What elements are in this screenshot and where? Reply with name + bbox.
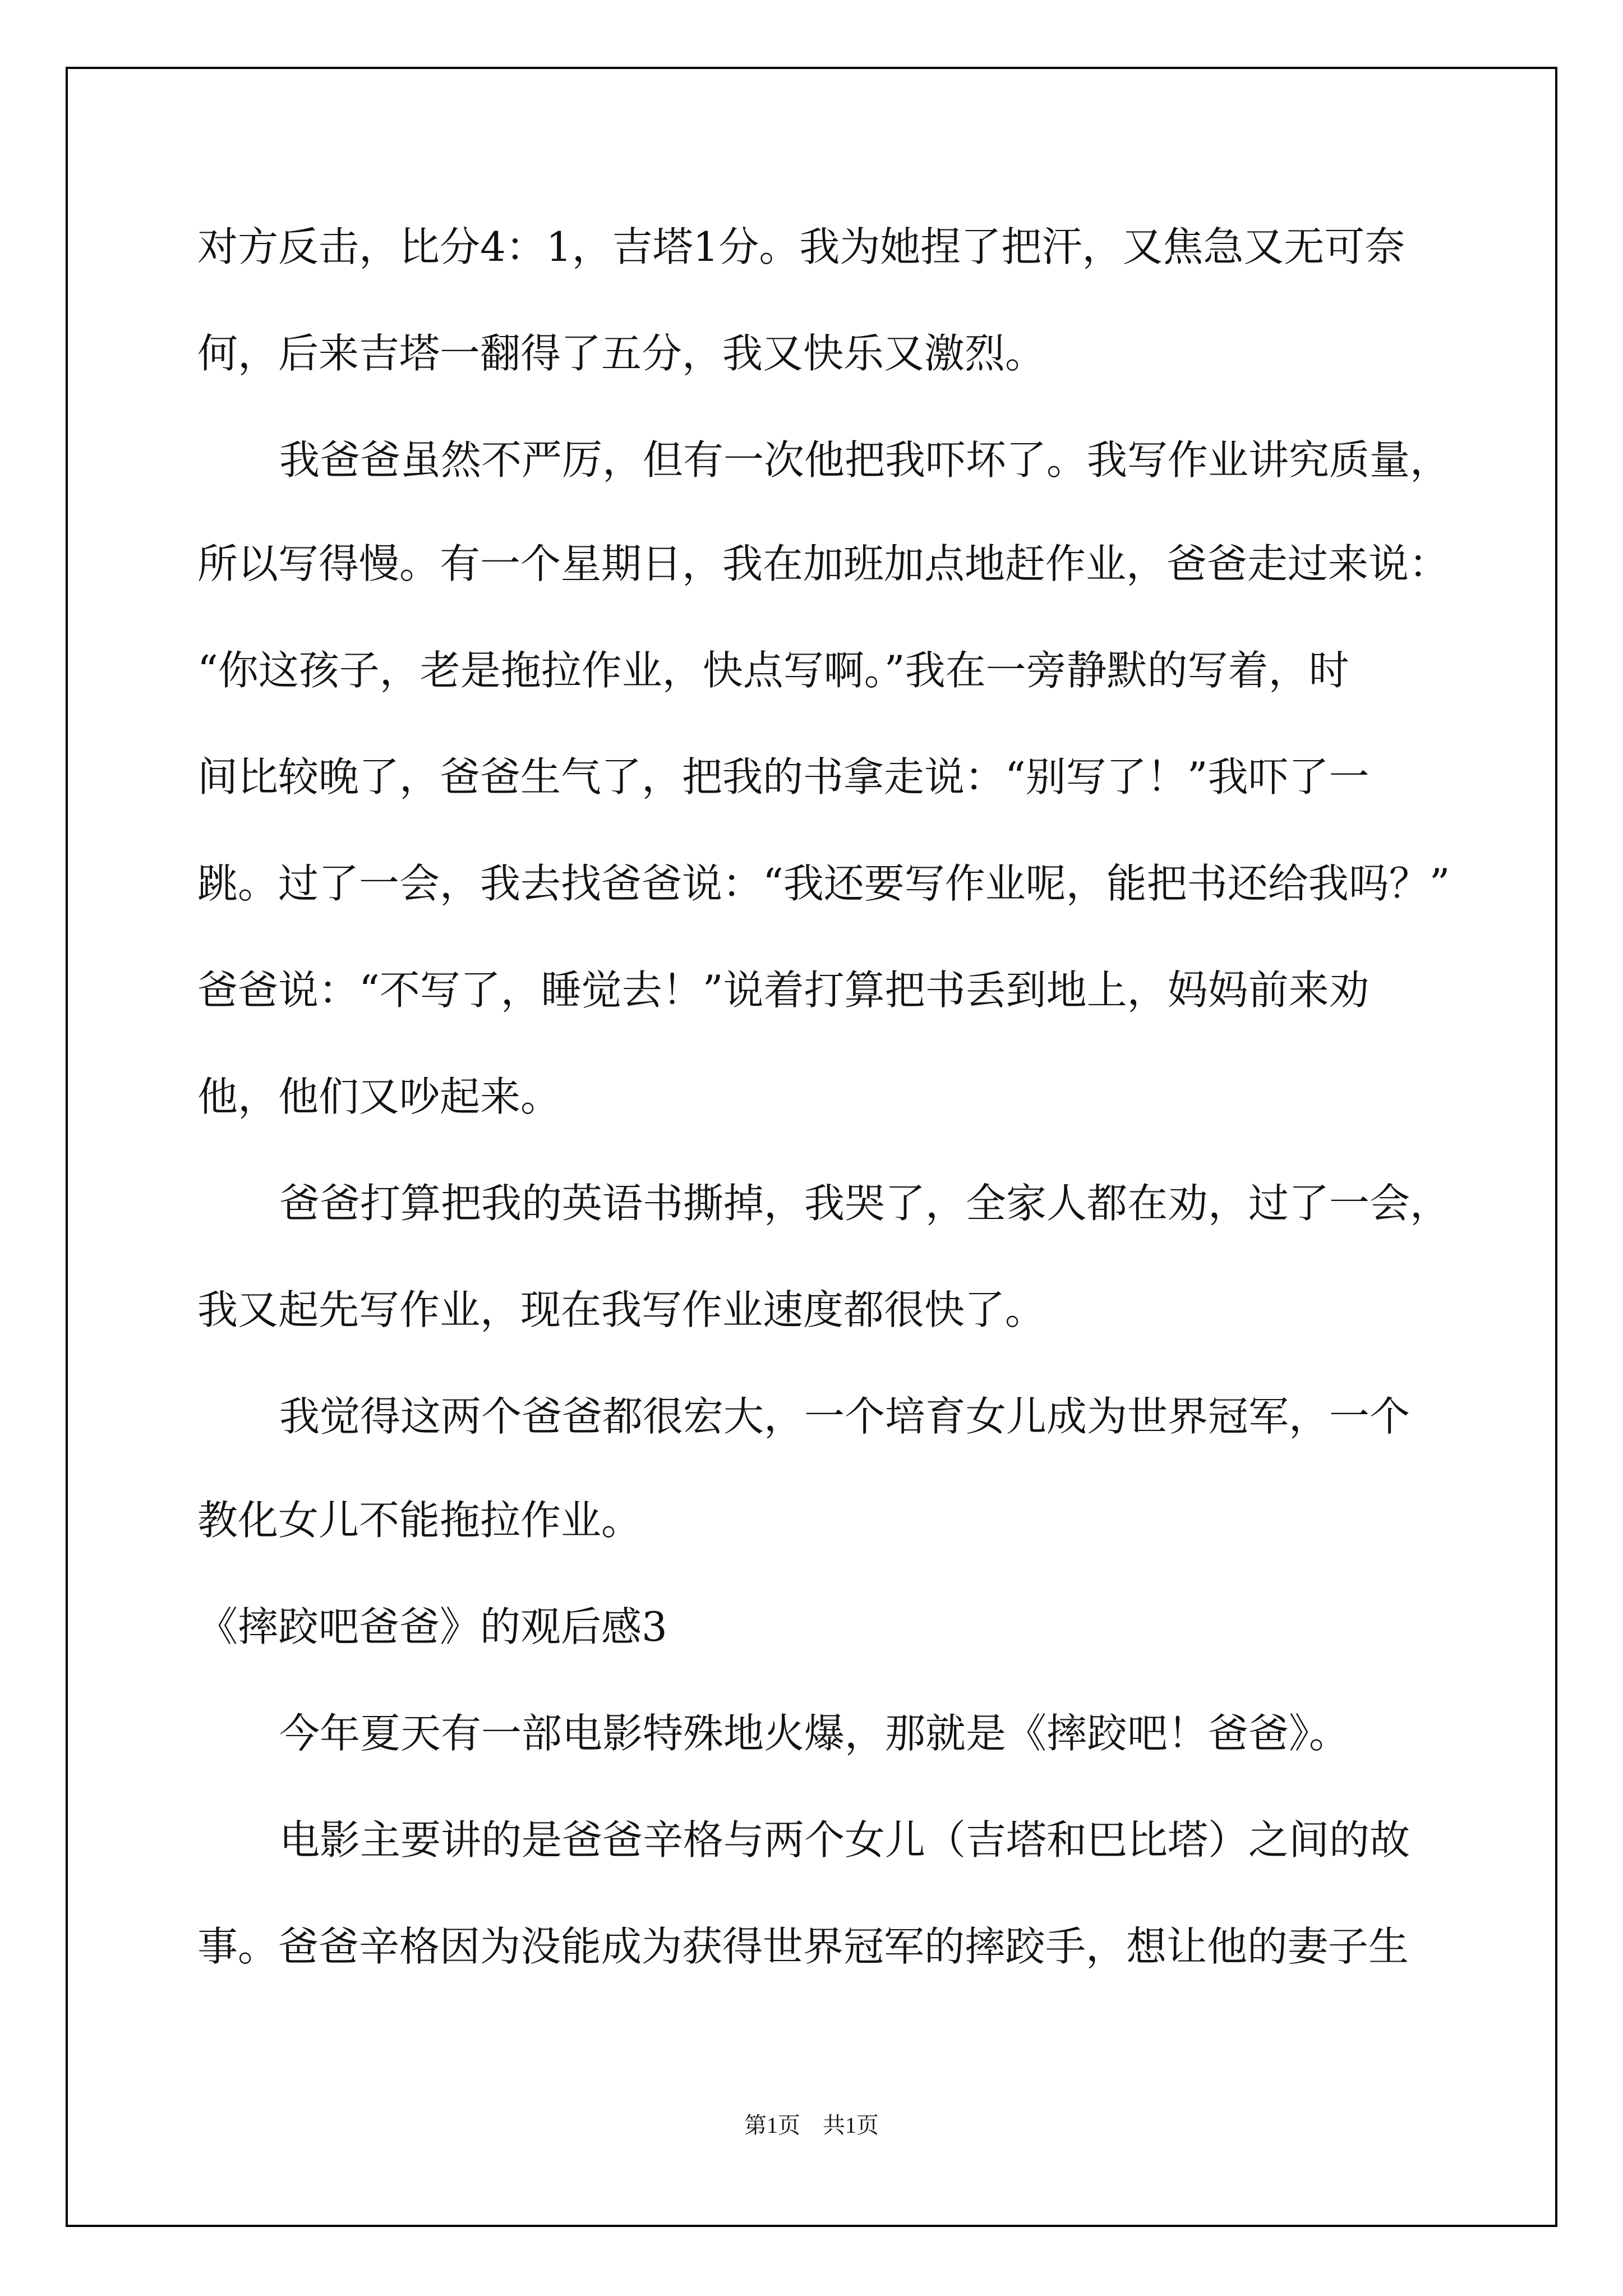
paragraph-start-line: 电影主要讲的是爸爸辛格与两个女儿（吉塔和巴比塔）之间的故 xyxy=(279,1816,1410,1864)
text-line-2: 何，后来吉塔一翻得了五分，我又快乐又激烈。 xyxy=(197,330,1046,377)
paragraph-start-line: 爸爸打算把我的英语书撕掉，我哭了，全家人都在劝，过了一会， xyxy=(279,1180,1451,1227)
text-line-13: 教化女儿不能拖拉作业。 xyxy=(197,1497,642,1544)
page-border xyxy=(66,67,1557,2227)
text-line-4: 所以写得慢。有一个星期日，我在加班加点地赶作业，爸爸走过来说： xyxy=(197,540,1450,587)
paragraph-start-line: 今年夏天有一部电影特殊地火爆，那就是《摔跤吧！爸爸》。 xyxy=(279,1710,1350,1757)
section-heading: 《摔跤吧爸爸》的观后感3 xyxy=(197,1603,667,1650)
text-line-17: 事。爸爸辛格因为没能成为获得世界冠军的摔跤手，想让他的妻子生 xyxy=(197,1923,1409,1970)
page-footer: 第1页 共1页 xyxy=(744,2113,879,2138)
text-line-8: 爸爸说：“不写了，睡觉去！”说着打算把书丢到地上，妈妈前来劝 xyxy=(197,967,1370,1014)
text-line-5: “你这孩子，老是拖拉作业，快点写啊。”我在一旁静默的写着，时 xyxy=(197,647,1349,694)
text-line-1: 对方反击，比分4：1，吉塔1分。我为她捏了把汗，又焦急又无可奈 xyxy=(197,223,1405,270)
text-line-11: 我又起先写作业，现在我写作业速度都很快了。 xyxy=(197,1286,1046,1333)
text-line-9: 他，他们又吵起来。 xyxy=(197,1073,561,1120)
text-line-7: 跳。过了一会，我去找爸爸说：“我还要写作业呢，能把书还给我吗？” xyxy=(197,860,1450,907)
text-line-6: 间比较晚了，爸爸生气了，把我的书拿走说：“别写了！”我吓了一 xyxy=(197,753,1370,800)
paragraph-start-line: 我爸爸虽然不严厉，但有一次他把我吓坏了。我写作业讲究质量， xyxy=(279,436,1451,484)
paragraph-start-line: 我觉得这两个爸爸都很宏大，一个培育女儿成为世界冠军，一个 xyxy=(279,1393,1410,1440)
